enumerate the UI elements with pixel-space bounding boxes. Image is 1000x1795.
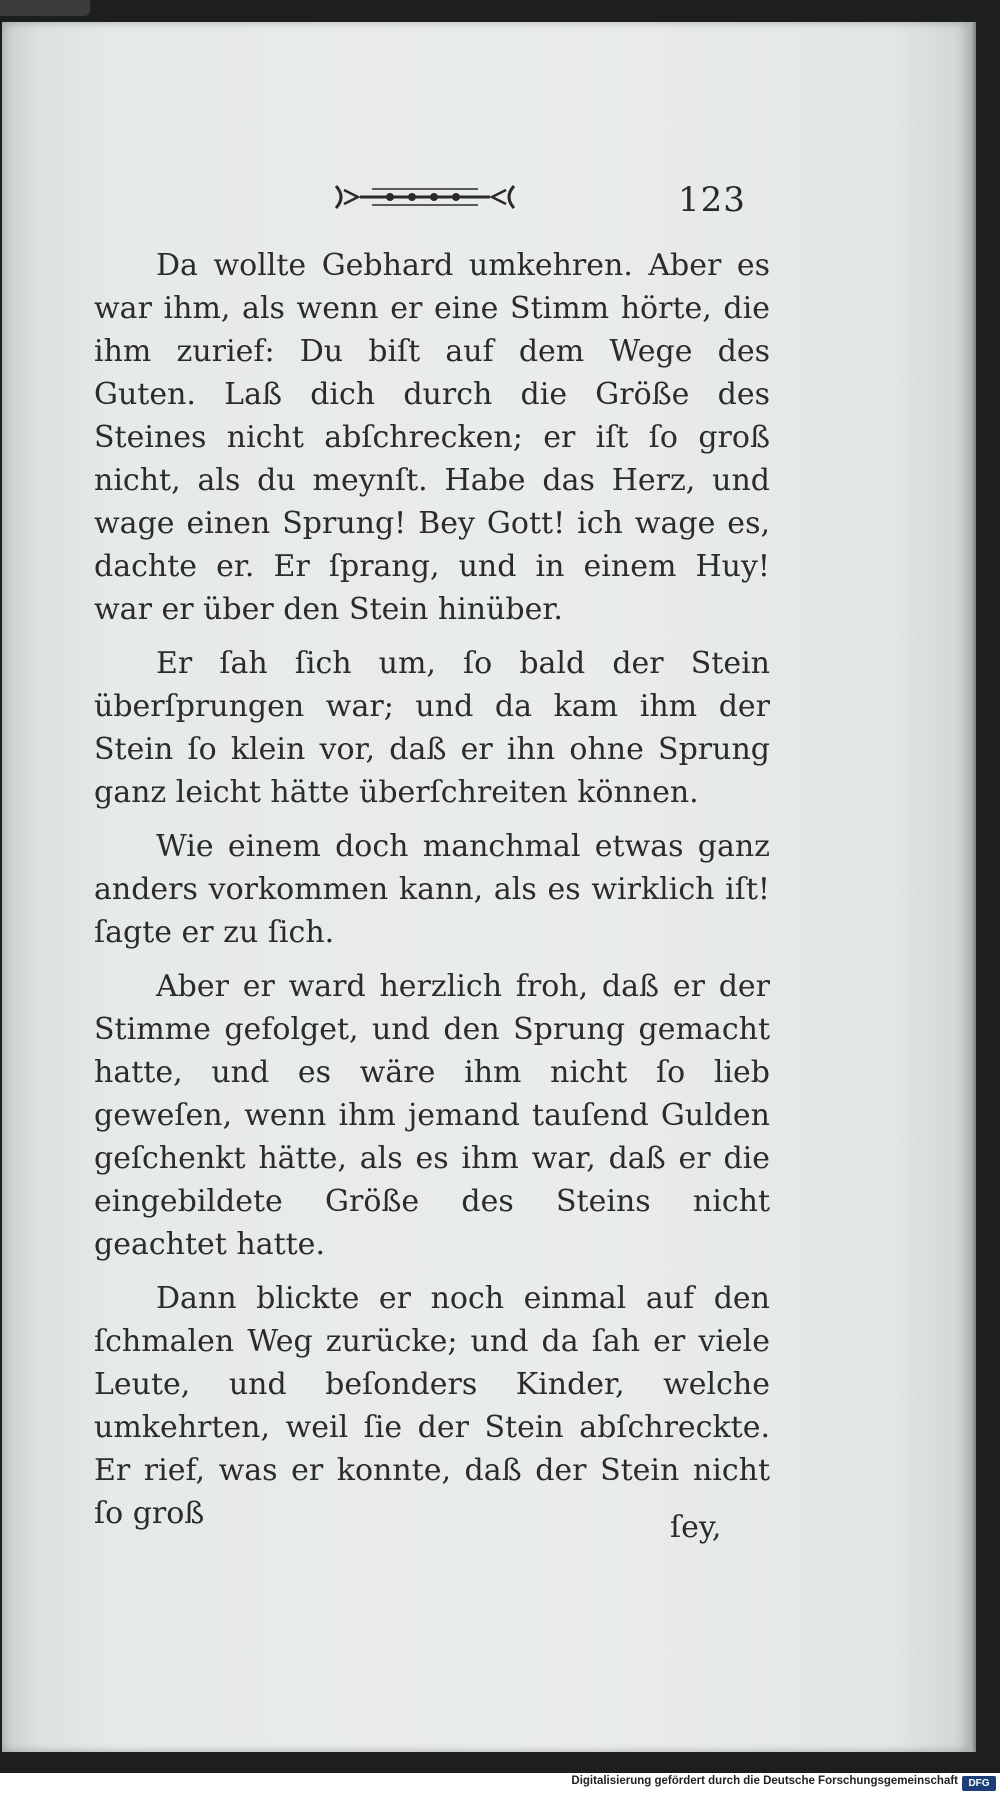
funding-credit: Digitalisierung gefördert durch die Deutsche Forschungsgemeinschaft xyxy=(571,1775,958,1787)
dfg-logo: DFG xyxy=(962,1776,996,1791)
body-text xyxy=(94,244,770,1535)
scanner-clip xyxy=(0,0,90,16)
paragraph: Da wollte Gebhard umkehren. Aber es war ihm, als wenn er eine Stimm hörte, die ihm zurief: Du biſt auf dem Wege des Guten. Laß dich durch die Größe des Steines nicht abſchrecken; er iſt ſo groß nicht, als du meynſt. Habe das Herz, und wage einen Sprung! Bey Gott! ich wage es, dachte er. Er ſprang, und in einem Huy! war er über den Stein hinüber. xyxy=(94,248,770,627)
digitization-footer xyxy=(0,1773,1000,1795)
paragraph: Dann blickte er noch einmal auf den ſchmalen Weg zurücke; und da ſah er viele Leute, und beſonders Kinder, welche umkehrten, weil ſie der Stein abſchreckte. Er rief, was er konnte, daß der Stein nicht ſo groß xyxy=(94,1281,770,1531)
paragraph: Wie einem doch manchmal etwas ganz anders vorkommen kann, als es wirklich iſt! ſagte er zu ſich. xyxy=(94,829,770,950)
paragraph: Aber er ward herzlich froh, daß er der Stimme gefolget, und den Sprung gemacht hatte, und es wäre ihm nicht ſo lieb geweſen, wenn ihm jemand tauſend Gulden geſchenkt hätte, als es ihm war, daß er die eingebildete Größe des Steins nicht geachtet hatte. xyxy=(94,969,770,1262)
catchword: ſey, xyxy=(670,1510,722,1545)
printers-ornament-icon xyxy=(332,182,518,212)
book-page xyxy=(2,22,970,1752)
page-number: 123 xyxy=(678,180,746,220)
page-edge xyxy=(970,22,976,1752)
paragraph: Er ſah ſich um, ſo bald der Stein überſprungen war; und da kam ihm der Stein ſo klein vor, daß er ihn ohne Sprung ganz leicht hätte überſchreiten können. xyxy=(94,646,770,810)
running-header xyxy=(2,172,970,222)
